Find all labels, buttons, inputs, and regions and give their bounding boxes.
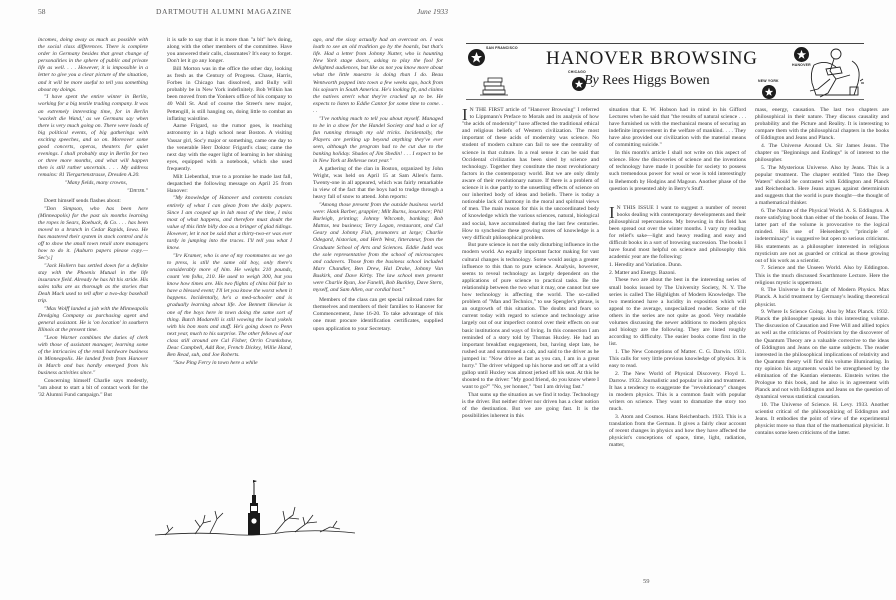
paragraph: "Many fields, many crowns, xyxy=(64,180,128,187)
page-number: 59 xyxy=(643,578,650,585)
paragraph: "My knowledge of Hanover and contents consists entirely of what I can glean from the daily papers. Since I am cooped up in lab most of the time, I miss most of what happens, and therefore must doubt the value of this little billy doo as a bringer of glad tidings. However, let it not be said that a thirty-two-er was ever tardy in jumping into the traces. I'll tell you what I know. xyxy=(167,195,292,252)
paragraph: "I have spent the entire winter in Berlin, working for a big textile trading company. It was an extremely interesting time, for in Berlin 'wackelt die Wand,' as we Germans say when there is very much going on. There were loads of big political events, of big gatherings with exciting speeches, and so on. Moreover some good concerts, operas, theaters for quiet evenings. I shall probably stay in Berlin for two or three more months, and what will happen then is still rather uncertain. . . . My address remains: 81 Tiergartenstrasse, Dresden A.20. xyxy=(38,94,148,179)
paragraph: "Saw Ping Ferry in town here a while xyxy=(173,359,258,366)
article-title: HANOVER BROWSING xyxy=(546,48,758,69)
list-item: 6. The Nature of the Physical World. A. S. Eddington. A more satisfying book than either of the books of Jeans. The latter part of the volume is provocative to the logical minded. His use of Heisenberg's "principle of indeterminacy" is suggestive but open to serious criticisms. His statements as a philosopher interested in religious mysticism are not as guarded or critical as those growing out of his work as a scientist. xyxy=(755,208,889,264)
paragraph: Members of the class can get special railroad rates for themselves and members of their families to Hanover for Commencement, June 16-20. To take advantage of this one must procure identification certificates, supplied upon application to your Secretary. xyxy=(313,297,443,332)
star-badge-icon xyxy=(762,85,776,99)
right-column-3 xyxy=(755,107,889,438)
star-badge-icon xyxy=(468,49,485,66)
book-stack-icon xyxy=(480,76,508,96)
left-column-1 xyxy=(38,37,148,400)
drop-cap: I xyxy=(609,202,615,222)
list-item: 2. The New World of Physical Discovery. Floyd L. Darrow. 1932. Journalistic and popular in aim and treatment. It has a tendency to exaggerate the "revolutionary" changes in modern physics. This is a common fault with popular writers on science. They want to dramatize the story too much. xyxy=(609,370,746,413)
paragraph: situation that E. W. Hobson had in mind in his Gifford Lectures when he said that "the results of natural science . . . have furnished us with the mechanical means of securing an indefinite improvement in the welfare of mankind. . . . They have also provided our civilization with the material means of committing suicide." xyxy=(609,107,746,149)
paragraph: "Don Simpson, who has been here (Minneapolis) for the past six months learning the ropes in Sears, Roebuck, & Co. . . . has been moved to a branch in Cedar Rapids, Iowa. He has mastered their system in stock control and is off to show the small town retail store managers how to do it. [Auburn papers please copy.—Sec'y.] xyxy=(38,205,148,262)
paragraph: I N THIS ISSUE I want to suggest a number of recent books dealing with contemporary developments and their philosophical repercussions. My browsing in this field has been spread out over the winter months. I vary my reading for relief's sake—light and heavy reading and easy and difficult books in a sort of browsing succession. The books I have found most helpful on science and philosophy this academic year are the following: xyxy=(609,202,746,261)
article-banner xyxy=(466,43,864,100)
paragraph: "Max Wolff landed a job with the Minneapolis Dredging Company as purchasing agent and general assistant. He is 'on location' in southern Illinois at the present time. xyxy=(38,306,148,334)
paragraph: mass, energy, causation. The last two chapters are philosophical in their nature. They discuss causality and probability and the Picture and Reality. It is interesting to compare them with the philosophical chapters in the books of Eddington and Jeans and Planck. xyxy=(755,107,889,142)
paragraph: Bill Morton was in the office the other day, looking as fresh as the Century of Progress. Chase, Harris, Forbes in Chicago has dissolved, and Bully will probably be in New York indefinitely. Bob Wilkin has been moved from the Yonkers office of his company to 40 Wall St. And of course the Street's new major, Pettengill, is still hanging on, doing little to combat an inflating waistline. xyxy=(167,65,292,122)
signature: "Dieter." xyxy=(126,187,148,194)
paragraph: "Irv Kramer, who is one of my roommates as we go to press, is still the same old boy, only there's considerably more of him. He weighs 210 pounds, count 'em folks, 210. He used to weigh 300, but you know how times are. His two flights of chins bid fair to have a blessed event; I'll let you know the worst when it happens. Incidentally, he's a med-schooler and is gradually learning about life. Joe Bennett likewise is one of the boys here in town doing the same sort of thing. Butch Modarelli is still wowing the local yokels with his bon mots and stuff. He's going down to Penn next year, much to his surprise. The other fellows of our class still around are Cal Fisher, Orrin Crankshaw, Deac Campbell, Add Roe, French Dickey, Willie Hand, Ben Read, suh, and Joe Roberts. xyxy=(167,252,292,359)
list-item: 5. The Mysterious Universe. Also by Jeans. This is a popular treatment. The chapter entitled "Into the Deep Waters" should be contrasted with Eddington and Planck and Reichenbach. Here Jeans argues against determinism and suggests that the world is pure thought—the thought of a mathematical thinker. xyxy=(755,164,889,207)
magazine-title: DARTMOUTH ALUMNI MAGAZINE xyxy=(156,7,292,16)
paragraph: These two are about the best in the interesting series of small books issued by The University Society, N. Y. The series is called The Highlights of Modern Knowledge. The two mentioned have a lucidity in exposition which will appeal to the average, unspecialized reader. Some of the others in the series are not quite as good. Very readable volumes discussing the newer additions to modern physics and biology are the following. They are listed roughly according to difficulty. The easier books come first in the list. xyxy=(609,277,746,348)
paragraph: I N THE FIRST article of "Hanover Browsing" I referred to Lippmann's Preface to Morals and its analysis of how "the acids of modernity" have affected the traditional ethical and religious beliefs of Western civilization. The most important of these acids of modernity was science. No student of modern culture can fail to see the centrality of science in that culture. In a real sense it can be said that Occidental civilization has been sired by science and technology. Together they constitute the most revolutionary factors in the contemporary world. But we are only dimly aware of their revolutionary nature. If there is a problem of science it is due partly to the unsettling effects of science on our inherited body of ideas and beliefs. There is today a noticeable lack of harmony in the moral and spiritual views of men. The main reason for this is the uncoordinated body of knowledge which the various sciences, natural, biological and social, have accumulated during the last few centuries. How to synchesize these growing stores of knowledge is a very difficult philosophical problem. xyxy=(462,105,599,241)
list-item: 9. Where Is Science Going. Also by Max Planck. 1932. Planck the philosopher speaks in this interesting volume. The discussion of Causation and Free Will and allied topics as well as the criticisms of Positivism by the discoverer of the Quantum Theory are a valuable corrective to the ideas of Eddington and Jeans on the same subjects. The reader interested in the philosophical implications of relativity and the Quantum theory will find this volume illuminating. In my opinion his arguments would be strengthened by the elimination of the Kantian elements. Einstein writes the Prologue to this book, and he also is in agreement with Planck and not with Eddington and Jeans on the question of dynamical versus statistical causation. xyxy=(755,309,889,401)
list-item: 1. Heredity and Variation. Dunn. xyxy=(609,262,683,269)
banner-bottom-rule xyxy=(466,99,864,100)
paragraph: Aarne Frigard, so the rumor goes, is teaching astronomy in a high school near Boston. A visiting Vassar girl, Soc'y major or something, came one day to the venerable Herr Doktor Frigard's class; came the next day with the eager light of learning in her shining eyes, equipped with a notebook, which she used frequently. xyxy=(167,123,292,172)
paragraph: In this month's article I shall not write on this aspect of science. How the discoveries of science and the inventions of technology have made it possible for society to possess such tremendous power for weal or woe is told interestingly in Behemoth by Hodgins and Magoun. Another phase of the question is presented ably in Berry's Stuff. xyxy=(609,150,746,192)
list-item: 8. The Universe in the Light of Modern Physics. Max Planck. A lucid treatment by Germany's leading theoretical physicist. xyxy=(755,287,889,308)
paragraph: "I've nothing much to tell you about myself. Managed to be in a show for the Handel Society and had a lot of fun running through my old tricks. Incidentally, the Players are perking up beyond anything they've ever seen, although the program had to be cut due to the banking holiday. Shades of Jim Shedin! . . . I expect to be in New York at Bellevue next year." xyxy=(313,115,443,165)
left-column-2 xyxy=(167,37,292,367)
badge-label: NEW YORK xyxy=(758,79,779,83)
badge-label: HANOVER xyxy=(792,63,811,67)
list-item: 3. Atom and Cosmos. Hans Reichenbach. 1933. This is a translation from the German. It gives a fairly clear account of recent changes in physics and how they have affected the physicist's conceptions of space, time, light, radiation, matter, xyxy=(609,414,746,449)
list-item: 1. The New Conceptions of Matter. C. G. Darwin. 1931. This calls for very little previous knowledge of physics. It is easy to read. xyxy=(609,348,746,370)
right-page xyxy=(448,0,896,600)
baker-tower-illustration xyxy=(155,475,355,550)
badge-label: CHICAGO xyxy=(568,70,586,74)
left-column-3 xyxy=(313,37,443,333)
list-item: 4. The Universe Around Us. Sir James Jeans. The chapter on "Beginnings and Endings" is of interest to the philosopher. xyxy=(755,143,889,164)
running-head xyxy=(38,7,448,21)
badge-label: SAN FRANCISCO xyxy=(486,46,518,50)
paragraph: "Among those present from the outside business world were: Hank Barber, grappler; Milt Burns, insurance; Phil Burleigh, printing; Johnny Witcomb, banking; Bob Mattox, tea business; Terry Logan, restaurant, and Cal Geary and Johnny Fish, promoters at large; Charlie Odegard, historian, and Herb West, litterateur, from the Graduate School of Arts and Sciences. Eddie Judd was the sole representative from the school of microscopes and cadavers. Those from the business school included Marv Chandler, Ben Drew, Hal Drake, Johnny Van Buskirk, and Dave Kirby. The law school men present were Charlie Ryan, Joe Fanelli, Bob Buckley, Dave Stern, myself, and Sam Allen, our cordial host." xyxy=(313,201,443,294)
man-reading-in-armchair-illustration xyxy=(806,45,864,100)
paragraph: A gathering of the clan in Boston, organized by John Wright, was held on April 15 at Sam Allen's farm. Twenty-one in all appeared, which was fairly remarkable in view of the fact that the boys had to trudge through a heavy fall of snow to attend. John reports: xyxy=(313,165,443,201)
drop-cap: I xyxy=(462,105,468,124)
paragraph: "Jack Hollern has settled down for a definite stay with the Phoenix Mutual in the life insurance field. Already he has hit his stride. His sales talks are as thorough as the stories that Deah Mack used to tell after a two-day baseball trip. xyxy=(38,262,148,305)
paragraph: Milt Liebenthal, true to a promise he made last fall, despatched the following message on April 25 from Hanover: xyxy=(167,173,292,194)
paragraph: it is safe to say that it is more than "a bit" he's doing, along with the other members of the committee. Have you answered their calls, classmates? It's easy to forget. Don't let it go any longer. xyxy=(167,37,292,65)
byline-by: By xyxy=(584,73,599,88)
banner-top-rule xyxy=(466,43,864,44)
list-item: 10. The Universe of Science. H. Levy. 1933. Another scientist critical of the philosophizing of Eddington and Jeans. It embodies the point of view of the experimental physicist more so than that of the mathematical physicist. It contains some keen criticisms of the latter. xyxy=(755,402,889,437)
list-item: 7. Science and the Unseen World. Also by Eddington. This is the much discussed Swarthmore Lecture. Here the religious mystic is uppermost. xyxy=(755,265,889,286)
right-column-1 xyxy=(462,107,599,421)
paragraph: Doett himself sends flashes about: xyxy=(44,197,121,204)
author-name: Rees Higgs Bowen xyxy=(602,73,710,88)
byline xyxy=(584,73,710,89)
paragraph: ago, and the sissy actually had an overcoat on. I was loath to see an old tradition go by the boards, but that's life. Had a letter from Johnny Nutter, who is haunting New York stage doors, asking to play the fool for delighted audiences, but like as not you know more about what the little maestro is doing than I do. Beau Wentworth popped into town a few weeks ago, back from his sojourn in South America. He's looking fit, and claims the natives aren't what they're cracked up to be. He expects to listen to Eddie Cantor for some time to come. . . . xyxy=(313,37,443,114)
paragraph: Concerning himself Charlie says modestly, "am about to start a bit of contact work for the '32 Alumni Fund campaign." But xyxy=(38,378,148,399)
paragraph: That sums up the situation as we find it today. Technology is the driver. But neither driver nor driven has a clear notion of the destination. But we are going fast. It is the possibilities inherent in this xyxy=(462,391,599,420)
paragraph: But pure science is not the only disturbing influence in the modern world. An equally important factor making for vast cultural changes is technology. Some would assign a greater influence to this than to pure science. Analysis, however, seems to reveal technology as largely dependent on the applications of pure science to practical tasks. Be the relationship between the two what it may, one cannot but see how technology is affecting the world. The so-called problem of "Man and Technics," to use Spengler's phrase, is an outgrowth of this situation. The doubts and fears so current today with regard to science and technology arise largely out of our imperfect control over their effects on our basic institutions and ways of living. In this connection I am reminded of a story told by Thomas Huxley. He had an important breakfast engagement, but, having slept late, he rushed out and summoned a cab, and said to the driver as he jumped in: "Now drive as fast as you can, I am in a great hurry." The driver whipped up his horse and set off at a wild gallop until Huxley was almost jerked off his seat. At this he shouted to the driver: "My good friend, do you know where I want to go?" "No, yer honner," "but I am driving fast." xyxy=(462,242,599,391)
paragraph: incomes, doing away as much as possible with the social class differences. There is complete order in Germany besides that great change of personalities in the sphere of public and private life as well. . . . However, it is impossible in a letter to give you a clear picture of the situation, and it will be more useful to tell you something about my doings. xyxy=(38,37,148,93)
paragraph: "Leon Warner combines the duties of clerk with those of assistant manager, learning some of the intricacies of the retail hardware business in Minneapolis. He landed fresh from Hanover in March and has hardly emerged from his business activities since." xyxy=(38,335,148,377)
right-column-2 xyxy=(609,107,746,450)
issue-date: June 1933 xyxy=(416,7,448,16)
page-number: 58 xyxy=(38,7,46,16)
list-item: 2. Matter and Energy. Bazoni. xyxy=(609,269,677,276)
